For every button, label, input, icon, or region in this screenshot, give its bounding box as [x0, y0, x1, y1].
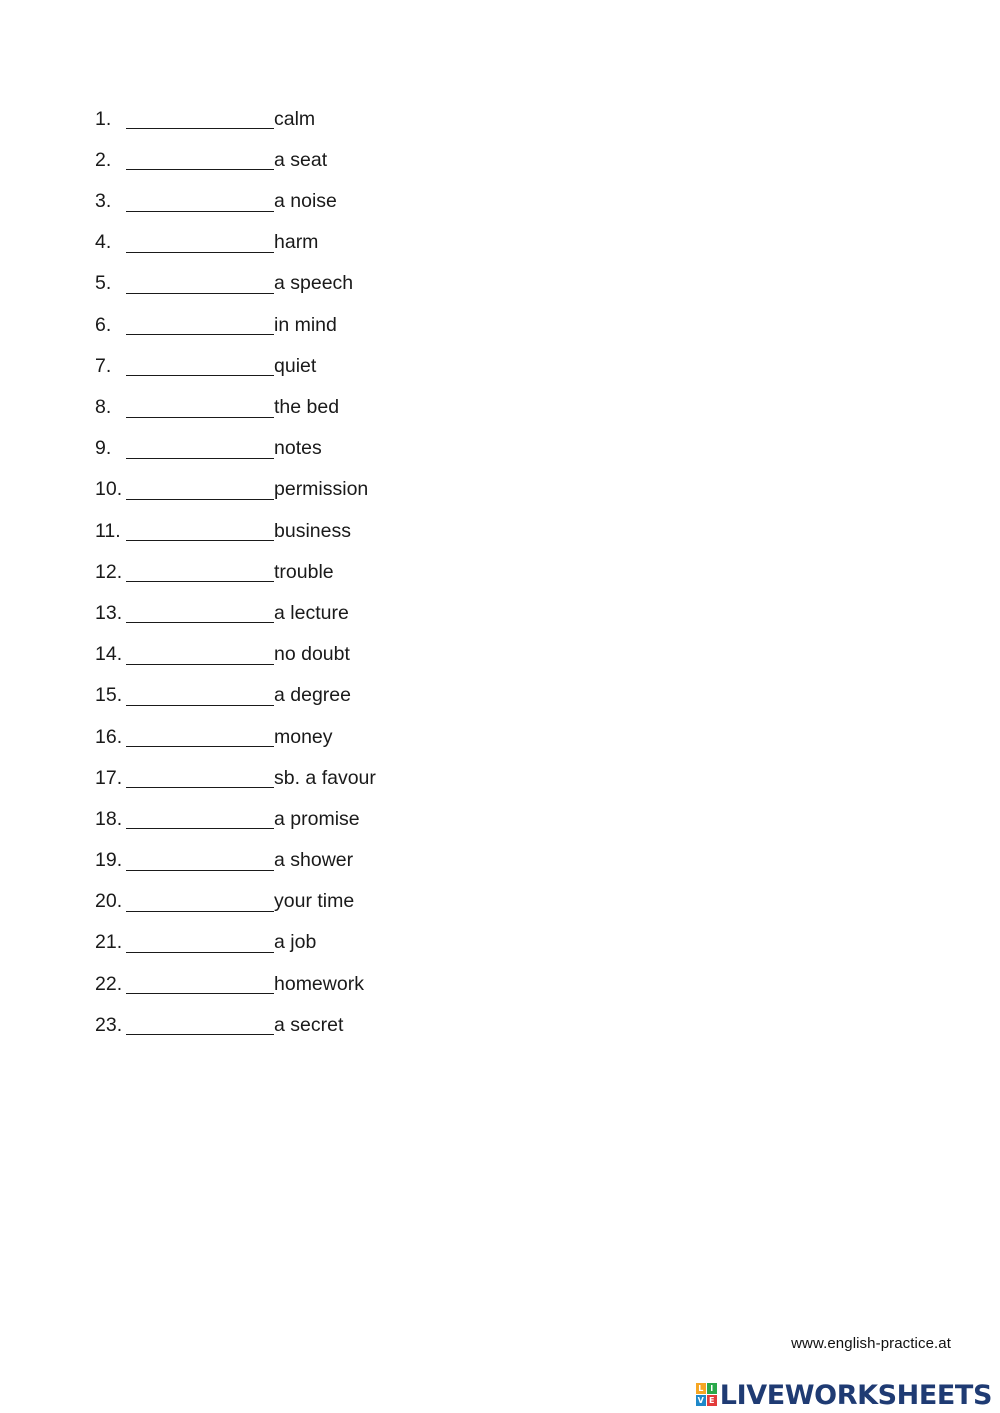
item-number: 11.	[95, 519, 121, 542]
list-item	[95, 376, 376, 417]
item-phrase: your time	[274, 890, 355, 913]
list-item	[95, 170, 376, 211]
answer-input-19[interactable]	[126, 849, 274, 871]
item-number: 13.	[95, 601, 123, 624]
item-number: 4.	[95, 231, 112, 254]
list-item	[95, 335, 376, 376]
item-phrase: a speech	[274, 272, 354, 295]
answer-input-9[interactable]	[126, 437, 274, 459]
item-phrase: a promise	[274, 807, 360, 830]
item-phrase: in mind	[274, 313, 337, 336]
answer-input-18[interactable]	[126, 807, 274, 829]
list-item	[95, 747, 376, 788]
answer-input-6[interactable]	[126, 313, 274, 335]
answer-input-16[interactable]	[126, 725, 274, 747]
exercise-list	[95, 88, 376, 1035]
answer-input-3[interactable]	[126, 190, 274, 212]
answer-input-13[interactable]	[126, 601, 274, 623]
list-item	[95, 294, 376, 335]
answer-input-21[interactable]	[126, 931, 274, 953]
item-number: 17.	[95, 766, 123, 789]
item-number: 19.	[95, 849, 123, 872]
item-phrase: money	[274, 725, 333, 748]
item-number: 23.	[95, 1013, 123, 1036]
list-item	[95, 623, 376, 664]
item-number: 15.	[95, 684, 123, 707]
list-item	[95, 459, 376, 500]
answer-input-5[interactable]	[126, 272, 274, 294]
list-item	[95, 418, 376, 459]
list-item	[95, 665, 376, 706]
item-phrase: business	[274, 519, 351, 542]
footer-url: www.english-practice.at	[791, 1335, 951, 1352]
answer-input-12[interactable]	[126, 560, 274, 582]
list-item	[95, 706, 376, 747]
item-phrase: calm	[274, 107, 316, 130]
item-number: 14.	[95, 643, 123, 666]
item-phrase: trouble	[274, 560, 334, 583]
item-phrase: a secret	[274, 1013, 344, 1036]
list-item	[95, 788, 376, 829]
item-phrase: quiet	[274, 354, 317, 377]
item-number: 3.	[95, 190, 112, 213]
list-item	[95, 871, 376, 912]
item-number: 10.	[95, 478, 123, 501]
item-phrase: a shower	[274, 849, 354, 872]
answer-input-22[interactable]	[126, 972, 274, 994]
item-number: 1.	[95, 107, 112, 130]
item-number: 5.	[95, 272, 112, 295]
answer-input-8[interactable]	[126, 396, 274, 418]
answer-input-14[interactable]	[126, 643, 274, 665]
brand-name: LIVEWORKSHEETS	[719, 1379, 992, 1411]
item-phrase: notes	[274, 437, 322, 460]
list-item	[95, 500, 376, 541]
list-item	[95, 994, 376, 1035]
item-phrase: sb. a favour	[274, 766, 376, 789]
item-phrase: a degree	[274, 684, 351, 707]
item-phrase: no doubt	[274, 643, 350, 666]
answer-input-15[interactable]	[126, 684, 274, 706]
item-number: 2.	[95, 148, 112, 171]
answer-input-4[interactable]	[126, 231, 274, 253]
answer-input-17[interactable]	[126, 766, 274, 788]
item-phrase: a noise	[274, 190, 337, 213]
item-number: 12.	[95, 560, 123, 583]
answer-input-2[interactable]	[126, 148, 274, 170]
item-number: 22.	[95, 972, 123, 995]
list-item	[95, 129, 376, 170]
item-phrase: homework	[274, 972, 364, 995]
item-number: 6.	[95, 313, 112, 336]
item-number: 8.	[95, 396, 112, 418]
list-item	[95, 582, 376, 623]
answer-input-20[interactable]	[126, 890, 274, 912]
item-phrase: a job	[274, 931, 317, 954]
item-number: 9.	[95, 437, 112, 460]
answer-input-23[interactable]	[126, 1013, 274, 1035]
item-number: 7.	[95, 354, 112, 377]
item-number: 18.	[95, 807, 123, 830]
list-item	[95, 541, 376, 582]
item-number: 20.	[95, 890, 123, 913]
liveworksheets-brand-link[interactable]	[696, 1379, 992, 1411]
answer-input-1[interactable]	[126, 107, 274, 129]
list-item	[95, 88, 376, 129]
item-phrase: harm	[274, 231, 319, 254]
list-item	[95, 912, 376, 953]
list-item	[95, 953, 376, 994]
answer-input-7[interactable]	[126, 354, 274, 376]
item-number: 21.	[95, 931, 123, 954]
answer-input-11[interactable]	[126, 519, 274, 541]
item-number: 16.	[95, 725, 123, 748]
item-phrase: a lecture	[274, 601, 349, 624]
item-phrase: the bed	[274, 396, 340, 418]
liveworksheets-logo-icon: L I V E	[696, 1383, 718, 1407]
item-phrase: permission	[274, 478, 369, 501]
answer-input-10[interactable]	[126, 478, 274, 500]
list-item	[95, 212, 376, 253]
item-phrase: a seat	[274, 148, 328, 171]
list-item	[95, 829, 376, 870]
list-item	[95, 253, 376, 294]
